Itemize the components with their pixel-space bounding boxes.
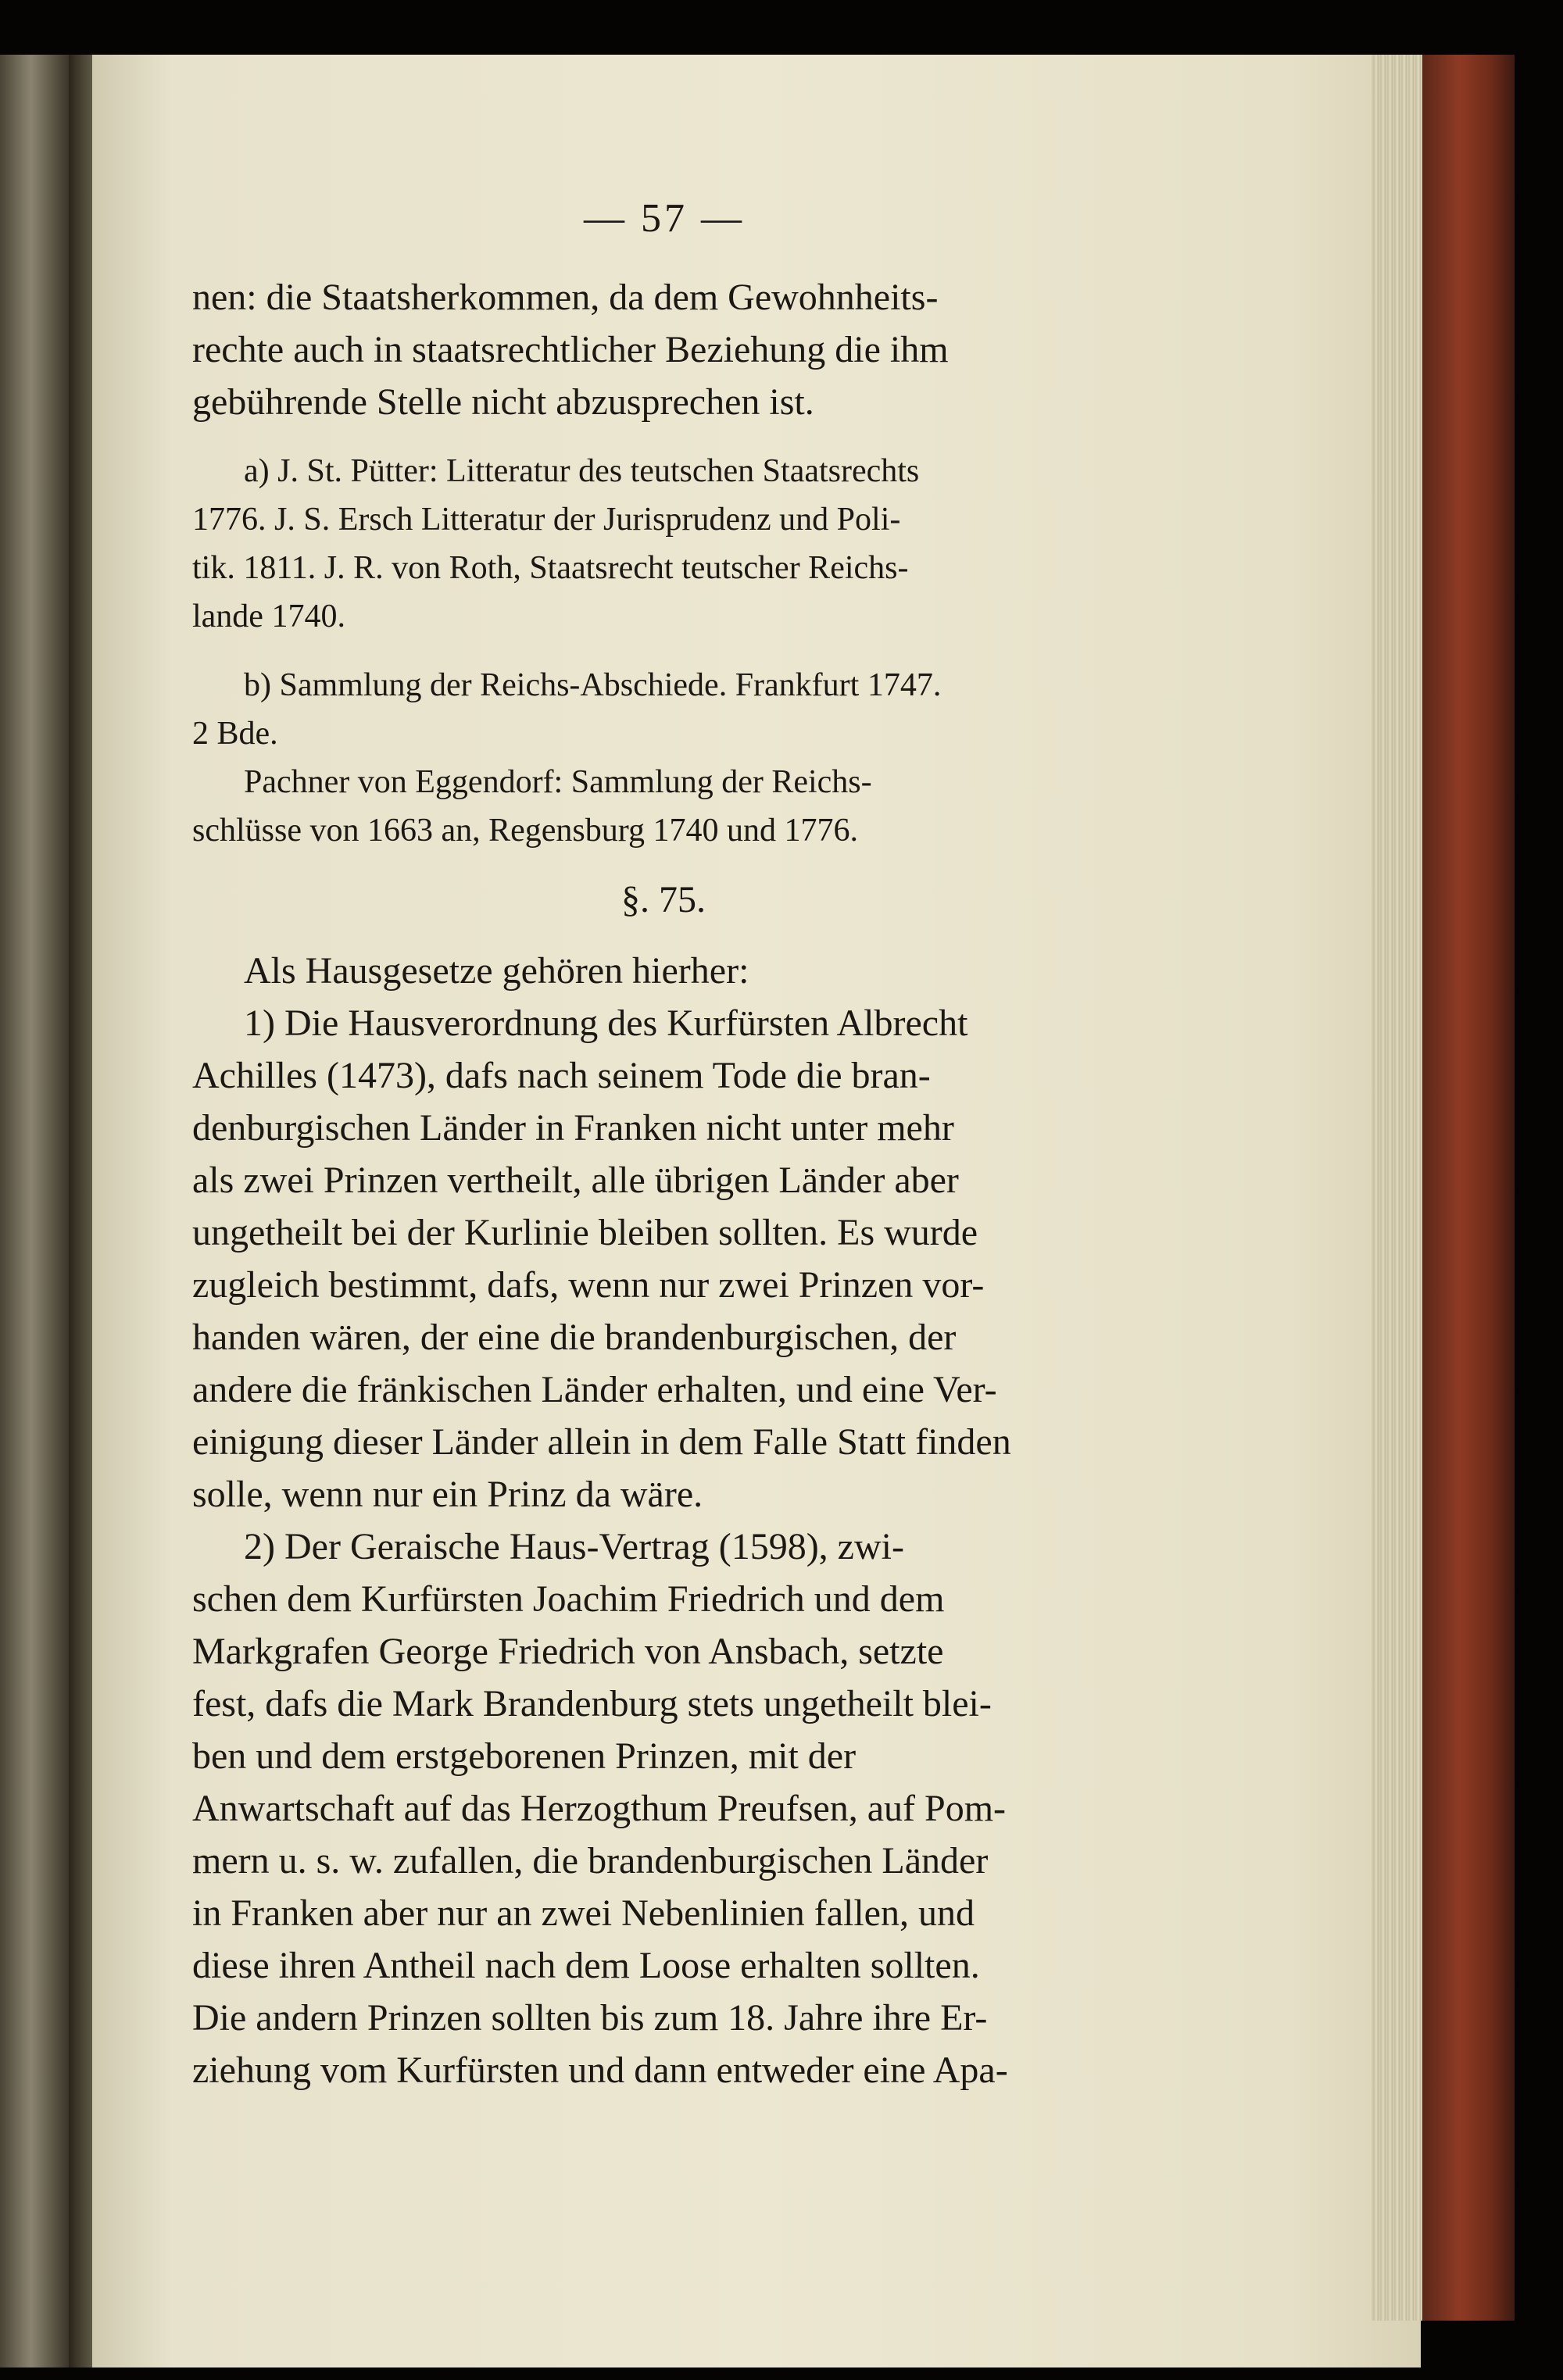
text-line: rechte auch in staatsrechtlicher Beziehung die ihm [192, 329, 949, 370]
text-line: 2) Der Geraische Haus-Vertrag (1598), zwi- [244, 1526, 904, 1567]
note-b [192, 661, 1135, 855]
note-a [192, 447, 1135, 641]
text-line: tik. 1811. J. R. von Roth, Staatsrecht teutscher Reichs- [192, 550, 909, 586]
text-line: Markgrafen George Friedrich von Ansbach, setzte [192, 1631, 944, 1672]
text-line: Als Hausgesetze gehören hierher: [244, 950, 749, 992]
text-line: ungetheilt bei der Kurlinie bleiben sollten. Es wurde [192, 1212, 978, 1253]
text-line: schlüsse von 1663 an, Regensburg 1740 und 1776. [192, 813, 858, 849]
text-line: einigung dieser Länder allein in dem Falle Statt finden [192, 1421, 1011, 1463]
text-line: a) J. St. Pütter: Litteratur des teutschen Staatsrechts [244, 453, 920, 489]
page-text [192, 205, 1135, 2096]
text-line: in Franken aber nur an zwei Nebenlinien fallen, und [192, 1892, 975, 1934]
text-line: Achilles (1473), dafs nach seinem Tode die bran- [192, 1055, 931, 1096]
text-line: ziehung vom Kurfürsten und dann entweder eine Apa- [192, 2049, 1008, 2091]
text-line: Anwartschaft auf das Herzogthum Preufsen, auf Pom- [192, 1788, 1007, 1829]
item-2 [192, 1521, 1135, 2096]
item-1 [192, 997, 1135, 1521]
page-number: — 57 — [584, 196, 745, 241]
text-line: solle, wenn nur ein Prinz da wäre. [192, 1474, 703, 1515]
text-line: 1) Die Hausverordnung des Kurfürsten Albrecht [244, 1002, 968, 1044]
text-line: handen wären, der eine die brandenburgischen, der [192, 1317, 957, 1358]
text-line: 2 Bde. [192, 716, 278, 752]
text-line: schen dem Kurfürsten Joachim Friedrich und dem [192, 1578, 945, 1620]
intro-paragraph [192, 271, 1135, 428]
text-line: denburgischen Länder in Franken nicht unter mehr [192, 1107, 954, 1149]
section-heading: §. 75. [621, 879, 706, 920]
text-line: mern u. s. w. zufallen, die brandenburgischen Länder [192, 1840, 989, 1881]
text-line: zugleich bestimmt, dafs, wenn nur zwei Prinzen vor- [192, 1264, 985, 1306]
book-cover-edge [1422, 55, 1515, 2321]
text-line: als zwei Prinzen vertheilt, alle übrigen Länder aber [192, 1160, 959, 1201]
text-line: Die andern Prinzen sollten bis zum 18. Jahre ihre Er- [192, 1997, 988, 2039]
text-line: fest, dafs die Mark Brandenburg stets ungetheilt blei- [192, 1683, 992, 1724]
text-line: andere die fränkischen Länder erhalten, und eine Ver- [192, 1369, 997, 1410]
text-line: diese ihren Antheil nach dem Loose erhalten sollten. [192, 1945, 980, 1986]
section-lead [192, 945, 1135, 997]
text-line: Pachner von Eggendorf: Sammlung der Reichs- [244, 764, 872, 800]
text-line: b) Sammlung der Reichs-Abschiede. Frankfurt 1747. [244, 667, 942, 703]
text-line: gebührende Stelle nicht abzusprechen ist. [192, 381, 814, 423]
text-line: 1776. J. S. Ersch Litteratur der Jurisprudenz und Poli- [192, 502, 901, 538]
text-line: ben und dem erstgeborenen Prinzen, mit der [192, 1735, 857, 1777]
text-line: nen: die Staatsherkommen, da dem Gewohnheits- [192, 277, 939, 318]
text-line: lande 1740. [192, 599, 345, 634]
left-page-edge [0, 55, 69, 2367]
